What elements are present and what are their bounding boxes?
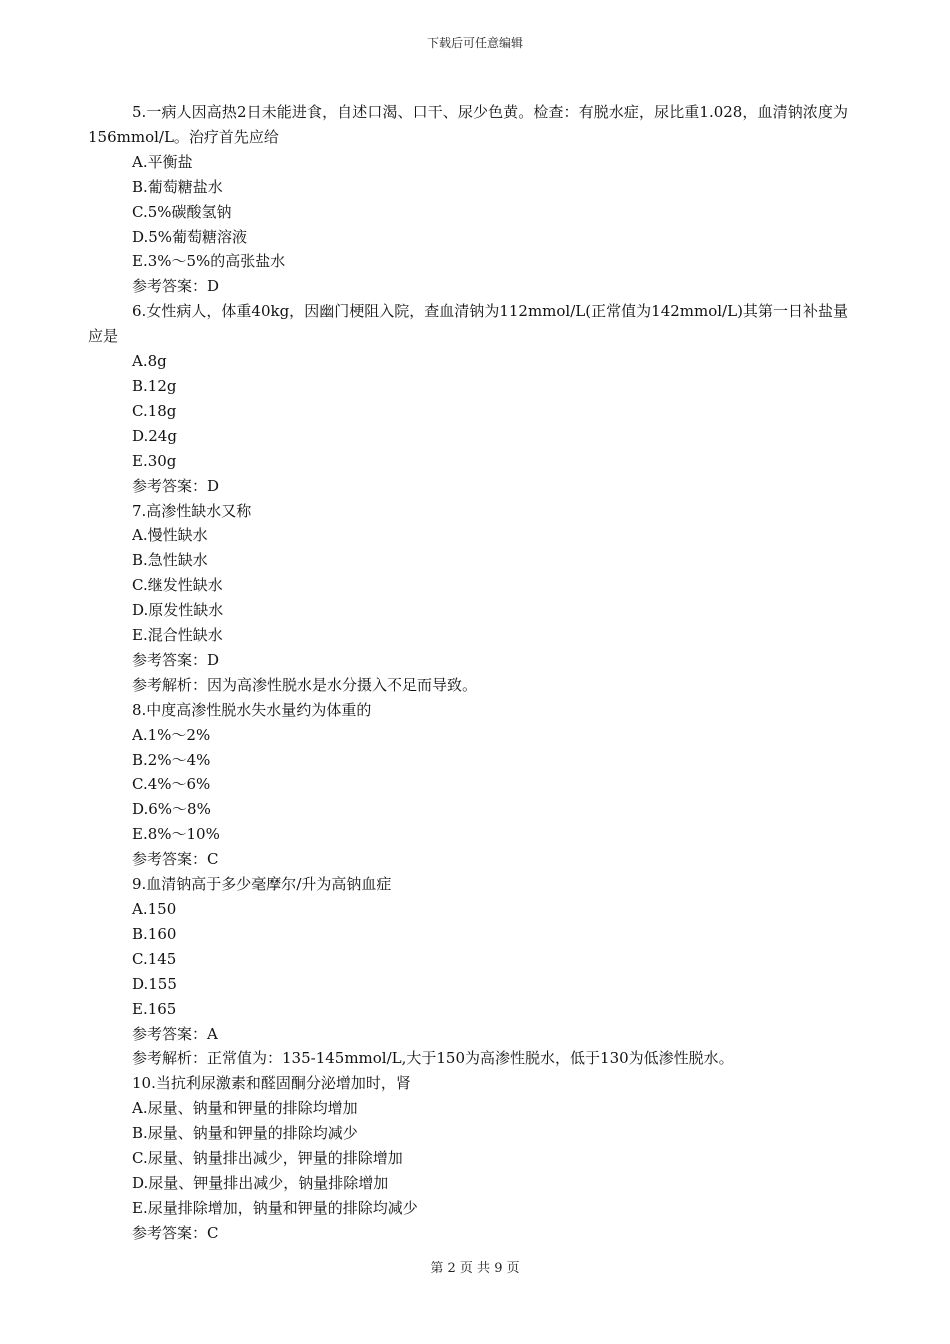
option-e: E.混合性缺水 xyxy=(132,626,223,645)
option-b: B.葡萄糖盐水 xyxy=(132,177,223,196)
option-c: C.尿量、钠量排出减少，钾量的排除增加 xyxy=(132,1149,403,1168)
option-d: D.尿量、钾量排出减少，钠量排除增加 xyxy=(132,1173,389,1192)
page-header: 下载后可任意编辑 xyxy=(426,36,523,50)
option-c: C.145 xyxy=(132,949,177,968)
question-text: 7.高渗性缺水又称 xyxy=(132,501,252,520)
option-c: C.4%～6% xyxy=(132,775,211,794)
option-a: A.150 xyxy=(132,900,177,918)
answer: 参考答案：C xyxy=(132,1223,219,1242)
option-a: A.尿量、钠量和钾量的排除均增加 xyxy=(132,1099,358,1118)
option-d: D.6%～8% xyxy=(132,800,211,819)
question-text: 6.女性病人，体重40kg，因幽门梗阻入院，查血清钠为112mmol/L(正常值为142mmol/L)其第一日补盐量应是 xyxy=(88,302,848,346)
option-a: A.慢性缺水 xyxy=(132,526,208,545)
option-c: C.5%碳酸氢钠 xyxy=(132,202,232,221)
page-footer: 第 2 页 共 9 页 xyxy=(430,1261,520,1276)
option-d: D.24g xyxy=(132,426,177,445)
option-a: A.平衡盐 xyxy=(132,152,193,171)
answer: 参考答案：D xyxy=(132,476,220,495)
question-text: 10.当抗利尿激素和醛固酮分泌增加时，肾 xyxy=(132,1074,411,1093)
option-b: B.160 xyxy=(132,924,177,943)
option-c: C.继发性缺水 xyxy=(132,576,223,595)
option-c: C.18g xyxy=(132,401,177,420)
option-e: E.尿量排除增加，钠量和钾量的排除均减少 xyxy=(132,1198,418,1217)
question-block xyxy=(88,1071,848,1245)
answer: 参考答案：D xyxy=(132,277,220,296)
question-block xyxy=(88,499,848,698)
option-e: E.8%～10% xyxy=(132,825,220,844)
option-d: D.原发性缺水 xyxy=(132,601,224,620)
answer: 参考答案：A xyxy=(132,1024,218,1043)
option-b: B.急性缺水 xyxy=(132,551,208,570)
question-block xyxy=(88,100,848,299)
option-b: B.2%～4% xyxy=(132,750,211,769)
option-a: A.8g xyxy=(132,352,167,371)
option-b: B.12g xyxy=(132,376,177,395)
option-e: E.165 xyxy=(132,999,177,1018)
question-block xyxy=(88,299,848,498)
question-text: 9.血清钠高于多少毫摩尔/升为高钠血症 xyxy=(132,875,392,894)
question-block xyxy=(88,872,848,1071)
question-text: 5.一病人因高热2日未能进食，自述口渴、口干、尿少色黄。检查：有脱水症，尿比重1.028，血清钠浓度为156mmol/L。治疗首先应给 xyxy=(88,103,848,146)
option-a: A.1%～2% xyxy=(132,725,211,744)
option-d: D.155 xyxy=(132,974,177,993)
question-text: 8.中度高渗性脱水失水量约为体重的 xyxy=(132,700,372,719)
question-block xyxy=(88,698,848,872)
explanation: 参考解析：因为高渗性脱水是水分摄入不足而导致。 xyxy=(132,675,478,694)
answer: 参考答案：C xyxy=(132,850,219,869)
option-b: B.尿量、钠量和钾量的排除均减少 xyxy=(132,1124,358,1143)
explanation: 参考解析：正常值为：135-145mmol/L,大于150为高渗性脱水，低于130为低渗性脱水。 xyxy=(132,1049,734,1068)
option-e: E.30g xyxy=(132,451,177,470)
answer: 参考答案：D xyxy=(132,650,220,669)
document-body xyxy=(88,100,848,1246)
option-e: E.3%～5%的高张盐水 xyxy=(132,252,286,271)
option-d: D.5%葡萄糖溶液 xyxy=(132,227,248,246)
